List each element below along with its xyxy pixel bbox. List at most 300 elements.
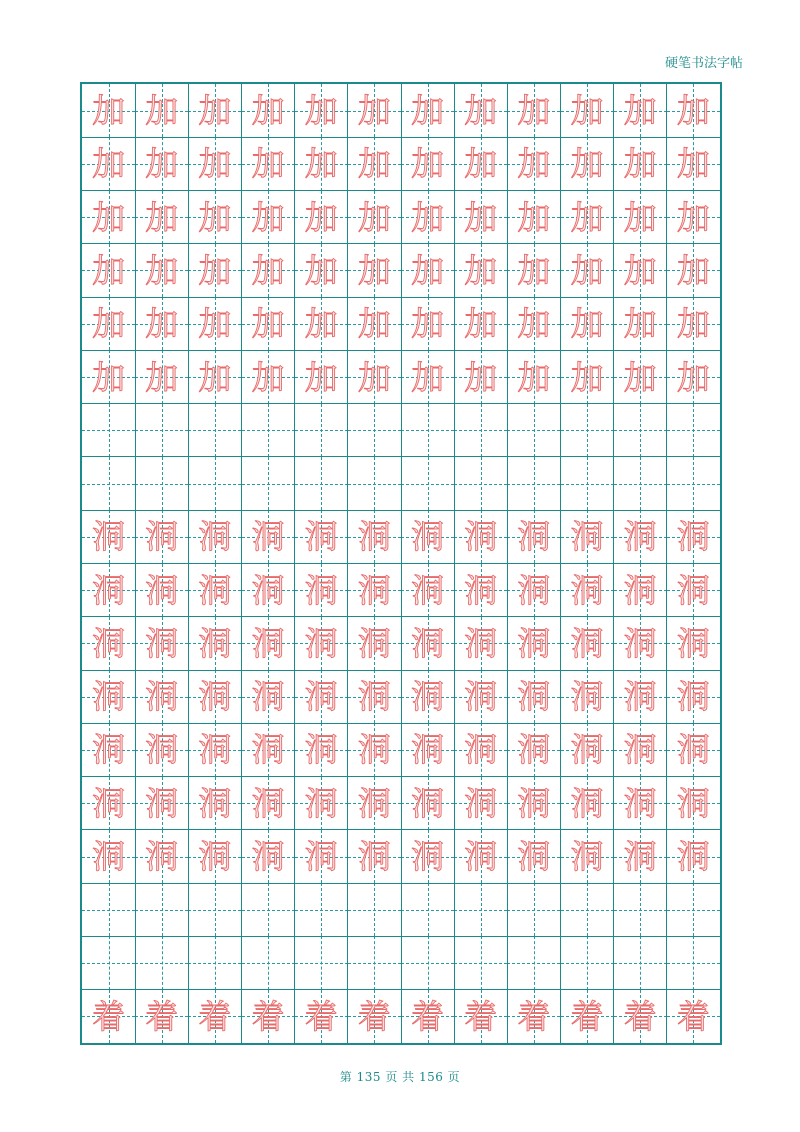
practice-cell (295, 830, 348, 883)
tracing-character: 洞 (145, 783, 179, 823)
tracing-character: 加 (623, 357, 657, 397)
practice-cell (295, 670, 348, 723)
practice-cell (614, 830, 667, 883)
tracing-character: 加 (464, 91, 498, 131)
practice-cell (561, 350, 614, 403)
practice-cell (507, 723, 560, 776)
practice-cell (507, 137, 560, 190)
horizontal-guide-line (295, 910, 348, 911)
tracing-character: 加 (676, 144, 710, 184)
tracing-character: 洞 (251, 570, 285, 610)
practice-cell (348, 883, 401, 936)
practice-cell (135, 457, 188, 510)
practice-cell (454, 830, 507, 883)
practice-cell (507, 510, 560, 563)
tracing-character: 加 (198, 304, 232, 344)
practice-cell (82, 883, 135, 936)
practice-cell (82, 297, 135, 350)
practice-cell (667, 723, 720, 776)
grid-row-line (82, 403, 720, 404)
practice-cell (507, 404, 560, 457)
practice-cell (561, 617, 614, 670)
tracing-character: 洞 (92, 677, 126, 717)
practice-cell (401, 137, 454, 190)
practice-cell (614, 936, 667, 989)
tracing-character: 洞 (145, 517, 179, 557)
practice-cell (295, 777, 348, 830)
tracing-character: 加 (198, 197, 232, 237)
practice-cell (295, 297, 348, 350)
practice-cell (561, 297, 614, 350)
practice-cell (82, 617, 135, 670)
practice-cell (242, 457, 295, 510)
practice-cell (242, 936, 295, 989)
practice-cell (348, 84, 401, 137)
practice-cell (242, 510, 295, 563)
grid-row-line (82, 936, 720, 937)
tracing-character: 洞 (92, 517, 126, 557)
tracing-character: 洞 (623, 837, 657, 876)
practice-cell (401, 670, 454, 723)
tracing-character: 洞 (464, 517, 498, 557)
practice-cell (454, 723, 507, 776)
practice-cell (348, 777, 401, 830)
practice-cell (242, 350, 295, 403)
tracing-character: 洞 (92, 730, 126, 770)
practice-cell (401, 723, 454, 776)
practice-cell (242, 137, 295, 190)
practice-cell (401, 244, 454, 297)
practice-cell (401, 936, 454, 989)
practice-cell (135, 617, 188, 670)
tracing-character: 洞 (304, 623, 338, 663)
horizontal-guide-line (454, 910, 507, 911)
tracing-character: 着 (464, 996, 498, 1036)
horizontal-guide-line (561, 484, 614, 485)
grid-row-line (82, 243, 720, 244)
practice-cell (507, 564, 560, 617)
practice-cell (561, 457, 614, 510)
practice-cell (295, 990, 348, 1043)
practice-cell (454, 670, 507, 723)
tracing-character: 洞 (464, 677, 498, 717)
practice-cell (401, 84, 454, 137)
tracing-character: 洞 (198, 677, 232, 717)
practice-cell (614, 244, 667, 297)
tracing-character: 洞 (517, 730, 551, 770)
tracing-character: 加 (198, 250, 232, 290)
practice-cell (348, 617, 401, 670)
practice-cell (295, 883, 348, 936)
tracing-character: 洞 (411, 623, 445, 663)
practice-cell (242, 564, 295, 617)
grid-row-line (82, 350, 720, 351)
tracing-character: 洞 (464, 783, 498, 823)
tracing-character: 着 (304, 996, 338, 1036)
practice-cell (82, 564, 135, 617)
practice-cell (348, 830, 401, 883)
practice-cell (561, 191, 614, 244)
practice-cell (614, 510, 667, 563)
tracing-character: 洞 (623, 623, 657, 663)
practice-cell (454, 297, 507, 350)
horizontal-guide-line (401, 430, 454, 431)
tracing-character: 洞 (676, 570, 710, 610)
practice-cell (454, 350, 507, 403)
practice-cell (188, 617, 241, 670)
practice-cell (135, 830, 188, 883)
tracing-character: 洞 (304, 837, 338, 876)
tracing-character: 洞 (570, 730, 604, 770)
tracing-character: 加 (623, 304, 657, 344)
tracing-character: 加 (570, 197, 604, 237)
tracing-character: 加 (357, 250, 391, 290)
practice-cell (401, 404, 454, 457)
tracing-character: 洞 (623, 517, 657, 557)
tracing-character: 加 (623, 250, 657, 290)
tracing-character: 加 (517, 144, 551, 184)
grid-row-line (82, 616, 720, 617)
practice-cell (295, 137, 348, 190)
practice-cell (614, 404, 667, 457)
practice-cell (135, 510, 188, 563)
practice-cell (188, 191, 241, 244)
tracing-character: 洞 (676, 517, 710, 557)
tracing-character: 着 (570, 996, 604, 1036)
tracing-character: 洞 (623, 730, 657, 770)
horizontal-guide-line (295, 484, 348, 485)
tracing-character: 加 (676, 197, 710, 237)
practice-cell (561, 564, 614, 617)
tracing-character: 加 (198, 91, 232, 131)
tracing-character: 加 (92, 304, 126, 344)
tracing-character: 加 (145, 91, 179, 131)
tracing-character: 加 (198, 357, 232, 397)
tracing-character: 洞 (198, 730, 232, 770)
practice-cell (295, 84, 348, 137)
tracing-character: 洞 (411, 783, 445, 823)
tracing-character: 加 (145, 197, 179, 237)
grid-row-line (82, 723, 720, 724)
horizontal-guide-line (561, 430, 614, 431)
workbook-title: 硬笔书法字帖 (664, 56, 743, 71)
practice-cell (348, 564, 401, 617)
horizontal-guide-line (295, 963, 348, 964)
tracing-character: 洞 (357, 730, 391, 770)
tracing-character: 着 (676, 996, 710, 1036)
tracing-character: 洞 (357, 837, 391, 876)
tracing-character: 洞 (304, 517, 338, 557)
tracing-character: 洞 (198, 517, 232, 557)
practice-cell (614, 297, 667, 350)
practice-cell (82, 670, 135, 723)
practice-cell (135, 244, 188, 297)
practice-cell (667, 510, 720, 563)
tracing-character: 洞 (92, 837, 126, 876)
tracing-character: 加 (92, 197, 126, 237)
tracing-character: 洞 (145, 730, 179, 770)
tracing-character: 加 (570, 304, 604, 344)
tracing-character: 着 (92, 996, 126, 1036)
horizontal-guide-line (454, 963, 507, 964)
practice-cell (614, 350, 667, 403)
practice-cell (242, 244, 295, 297)
practice-cell (401, 350, 454, 403)
horizontal-guide-line (454, 484, 507, 485)
horizontal-guide-line (401, 484, 454, 485)
tracing-character: 洞 (411, 570, 445, 610)
practice-cell (242, 84, 295, 137)
practice-cell (348, 670, 401, 723)
practice-cell (561, 723, 614, 776)
practice-cell (401, 830, 454, 883)
horizontal-guide-line (135, 430, 188, 431)
practice-cell (507, 191, 560, 244)
practice-cell (135, 936, 188, 989)
practice-cell (454, 883, 507, 936)
horizontal-guide-line (507, 484, 560, 485)
tracing-character: 洞 (623, 570, 657, 610)
horizontal-guide-line (82, 963, 135, 964)
grid-row-line (82, 563, 720, 564)
horizontal-guide-line (667, 484, 720, 485)
tracing-character: 洞 (464, 570, 498, 610)
practice-cell (242, 830, 295, 883)
practice-cell (401, 883, 454, 936)
tracing-character: 加 (92, 91, 126, 131)
tracing-character: 加 (251, 197, 285, 237)
horizontal-guide-line (401, 910, 454, 911)
practice-cell (188, 777, 241, 830)
tracing-character: 加 (304, 91, 338, 131)
tracing-character: 加 (145, 250, 179, 290)
tracing-character: 洞 (357, 570, 391, 610)
practice-cell (135, 297, 188, 350)
horizontal-guide-line (561, 963, 614, 964)
tracing-character: 加 (676, 304, 710, 344)
horizontal-guide-line (188, 910, 241, 911)
tracing-character: 加 (570, 250, 604, 290)
practice-cell (135, 191, 188, 244)
tracing-character: 洞 (517, 783, 551, 823)
tracing-character: 加 (411, 91, 445, 131)
practice-cell (135, 137, 188, 190)
horizontal-guide-line (242, 430, 295, 431)
horizontal-guide-line (507, 430, 560, 431)
practice-cell (614, 883, 667, 936)
practice-cell (348, 350, 401, 403)
tracing-character: 着 (251, 996, 285, 1036)
practice-cell (667, 936, 720, 989)
practice-cell (507, 84, 560, 137)
tracing-character: 洞 (411, 517, 445, 557)
practice-cell (242, 670, 295, 723)
practice-cell (135, 670, 188, 723)
tracing-character: 加 (411, 250, 445, 290)
tracing-character: 加 (517, 197, 551, 237)
practice-cell (188, 457, 241, 510)
page-number: 第 135 页 共 156 页 (339, 1070, 461, 1084)
practice-cell (507, 936, 560, 989)
tracing-character: 加 (623, 197, 657, 237)
practice-cell (454, 510, 507, 563)
horizontal-guide-line (348, 963, 401, 964)
grid-row-line (82, 829, 720, 830)
practice-cell (348, 510, 401, 563)
tracing-character: 洞 (304, 570, 338, 610)
practice-cell (401, 990, 454, 1043)
tracing-character: 洞 (198, 837, 232, 876)
practice-cell (242, 777, 295, 830)
tracing-character: 加 (464, 304, 498, 344)
practice-cell (561, 84, 614, 137)
horizontal-guide-line (348, 484, 401, 485)
practice-cell (295, 457, 348, 510)
horizontal-guide-line (401, 963, 454, 964)
horizontal-guide-line (295, 430, 348, 431)
practice-cell (82, 350, 135, 403)
practice-cell (188, 564, 241, 617)
tracing-character: 洞 (517, 677, 551, 717)
practice-cell (667, 84, 720, 137)
practice-cell (614, 777, 667, 830)
tracing-character: 洞 (198, 570, 232, 610)
practice-cell (242, 617, 295, 670)
practice-cell (561, 990, 614, 1043)
practice-cell (82, 457, 135, 510)
tracing-character: 加 (464, 144, 498, 184)
practice-cell (295, 350, 348, 403)
practice-cell (295, 936, 348, 989)
practice-cell (295, 404, 348, 457)
practice-cell (667, 137, 720, 190)
practice-cell (401, 510, 454, 563)
horizontal-guide-line (135, 484, 188, 485)
practice-cell (295, 617, 348, 670)
tracing-character: 洞 (251, 677, 285, 717)
tracing-character: 加 (517, 304, 551, 344)
practice-cell (454, 990, 507, 1043)
practice-cell (561, 244, 614, 297)
practice-cell (667, 350, 720, 403)
horizontal-guide-line (614, 910, 667, 911)
tracing-character: 洞 (570, 517, 604, 557)
tracing-character: 洞 (92, 623, 126, 663)
practice-cell (454, 777, 507, 830)
horizontal-guide-line (667, 910, 720, 911)
practice-cell (135, 723, 188, 776)
practice-cell (507, 990, 560, 1043)
practice-cell (82, 936, 135, 989)
tracing-character: 加 (304, 197, 338, 237)
practice-cell (348, 404, 401, 457)
practice-cell (188, 883, 241, 936)
tracing-character: 洞 (570, 570, 604, 610)
practice-cell (348, 990, 401, 1043)
tracing-character: 着 (145, 996, 179, 1036)
practice-cell (507, 350, 560, 403)
grid-row-line (82, 190, 720, 191)
horizontal-guide-line (561, 910, 614, 911)
practice-cell (188, 137, 241, 190)
grid-row-line (82, 456, 720, 457)
tracing-character: 加 (304, 144, 338, 184)
tracing-character: 加 (517, 357, 551, 397)
practice-cell (614, 457, 667, 510)
practice-cell (82, 404, 135, 457)
horizontal-guide-line (188, 963, 241, 964)
practice-cell (188, 350, 241, 403)
practice-cell (188, 936, 241, 989)
practice-cell (667, 990, 720, 1043)
tracing-character: 洞 (676, 783, 710, 823)
practice-cell (614, 617, 667, 670)
practice-cell (188, 84, 241, 137)
tracing-character: 洞 (570, 677, 604, 717)
tracing-character: 加 (411, 357, 445, 397)
practice-cell (242, 723, 295, 776)
practice-cell (614, 990, 667, 1043)
practice-cell (401, 617, 454, 670)
tracing-character: 加 (676, 357, 710, 397)
tracing-character: 加 (357, 144, 391, 184)
practice-cell (401, 191, 454, 244)
tracing-character: 洞 (145, 837, 179, 876)
tracing-character: 加 (570, 357, 604, 397)
practice-cell (295, 723, 348, 776)
practice-cell (135, 883, 188, 936)
practice-cell (135, 84, 188, 137)
tracing-character: 洞 (517, 623, 551, 663)
practice-grid (80, 82, 722, 1045)
practice-cell (614, 84, 667, 137)
practice-cell (348, 936, 401, 989)
practice-cell (507, 670, 560, 723)
tracing-character: 加 (357, 304, 391, 344)
grid-row-line (82, 883, 720, 884)
practice-cell (82, 191, 135, 244)
practice-cell (454, 936, 507, 989)
practice-cell (401, 777, 454, 830)
practice-cell (507, 244, 560, 297)
horizontal-guide-line (614, 484, 667, 485)
grid-row-line (82, 989, 720, 990)
tracing-character: 加 (92, 250, 126, 290)
tracing-character: 加 (92, 144, 126, 184)
tracing-character: 洞 (357, 623, 391, 663)
tracing-character: 洞 (464, 730, 498, 770)
tracing-character: 加 (251, 144, 285, 184)
practice-cell (667, 670, 720, 723)
practice-cell (401, 564, 454, 617)
tracing-character: 加 (251, 304, 285, 344)
practice-cell (295, 191, 348, 244)
tracing-character: 加 (145, 304, 179, 344)
practice-cell (667, 244, 720, 297)
tracing-character: 洞 (251, 730, 285, 770)
tracing-character: 洞 (517, 570, 551, 610)
tracing-character: 加 (623, 144, 657, 184)
tracing-character: 洞 (570, 623, 604, 663)
practice-cell (454, 137, 507, 190)
practice-cell (82, 830, 135, 883)
tracing-character: 加 (251, 250, 285, 290)
practice-cell (561, 670, 614, 723)
tracing-character: 着 (517, 996, 551, 1036)
tracing-character: 着 (357, 996, 391, 1036)
practice-cell (82, 244, 135, 297)
tracing-character: 加 (676, 250, 710, 290)
